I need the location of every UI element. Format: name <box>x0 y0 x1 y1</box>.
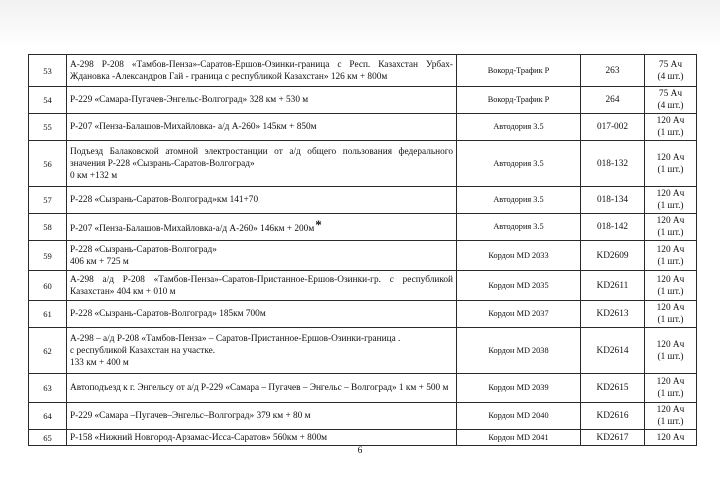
row-number: 65 <box>29 430 67 446</box>
road-line: 406 км + 725 м <box>70 256 129 267</box>
battery-count: (1 шт.) <box>657 286 684 297</box>
page-number: 6 <box>357 446 363 456</box>
row-number: 61 <box>29 301 67 328</box>
device-code: KD2611 <box>581 271 645 301</box>
battery-count: (1 шт.) <box>657 201 684 211</box>
device-model: Автодория 3.5 <box>457 214 581 241</box>
battery-count: (1 шт.) <box>657 164 684 175</box>
device-model: Кордон MD 2040 <box>457 403 581 430</box>
road-location <box>67 430 457 446</box>
device-code: 018-134 <box>581 187 645 214</box>
battery-capacity: 75 Ач <box>658 59 682 70</box>
device-code: 263 <box>581 55 645 87</box>
road-location <box>67 141 457 187</box>
device-model: Кордон MD 2035 <box>457 271 581 301</box>
road-line: с республикой Казахстан на участке. <box>70 345 216 356</box>
battery-capacity: 120 Ач <box>656 116 685 126</box>
table-row <box>29 55 697 87</box>
battery-count: (1 шт.) <box>657 389 684 399</box>
device-code: KD2609 <box>581 241 645 271</box>
battery-spec <box>645 430 697 446</box>
row-number: 59 <box>29 241 67 271</box>
table-row <box>29 241 697 271</box>
road-line: Р-228 «Сызрань-Саратов-Волгоград» <box>70 244 217 255</box>
battery-spec <box>645 141 697 187</box>
table-body <box>29 55 697 446</box>
table-row <box>29 403 697 430</box>
device-model: Кордон MD 2037 <box>457 301 581 328</box>
row-number: 57 <box>29 187 67 214</box>
device-code: KD2615 <box>581 374 645 403</box>
battery-spec <box>645 214 697 241</box>
road-location <box>67 301 457 328</box>
battery-spec <box>645 187 697 214</box>
battery-capacity: 120 Ач <box>656 189 685 199</box>
road-location <box>67 328 457 374</box>
battery-spec <box>645 374 697 403</box>
row-number: 54 <box>29 87 67 114</box>
row-number: 60 <box>29 271 67 301</box>
device-code: 017-002 <box>581 114 645 141</box>
road-line: Р-229 «Самара –Пугачев–Энгельс–Волгоград» 379 км + 80 м <box>70 411 311 421</box>
battery-spec <box>645 403 697 430</box>
row-number: 64 <box>29 403 67 430</box>
battery-spec <box>645 271 697 301</box>
battery-count: (1 шт.) <box>657 128 684 138</box>
road-location <box>67 214 457 241</box>
device-model: Кордон MD 2041 <box>457 430 581 446</box>
road-line: А-298 Р-208 «Тамбов-Пенза»-Саратов-Ершов-Озинки-граница с Респ. Казахстан Урбах-Ждановка -Александров Гай - граница с республикой Казахстан» 126 км + 800м <box>70 59 453 82</box>
road-line: Р-228 «Сызрань-Саратов-Волгоград»км 141+70 <box>70 195 259 205</box>
device-code: 264 <box>581 87 645 114</box>
battery-capacity: 120 Ач <box>656 244 685 255</box>
road-line: Р-158 «Нижний Новгород-Арзамас-Исса-Саратов» 560км + 800м <box>70 432 328 443</box>
device-code: 018-132 <box>581 141 645 187</box>
battery-count: (1 шт.) <box>657 351 684 362</box>
battery-count: (1 шт.) <box>657 417 684 427</box>
device-code: 018-142 <box>581 214 645 241</box>
device-model: Кордон MD 2038 <box>457 328 581 374</box>
device-code: KD2616 <box>581 403 645 430</box>
row-number: 63 <box>29 374 67 403</box>
battery-spec <box>645 328 697 374</box>
table-row <box>29 430 697 446</box>
road-line: А-298 а/д Р-208 «Тамбов-Пенза»-Саратов-Пристанное-Ершов-Озинки-гр. с республикой Казахстан» 404 км + 010 м <box>70 274 453 297</box>
road-location <box>67 374 457 403</box>
battery-capacity: 120 Ач <box>656 152 685 163</box>
table-row <box>29 214 697 241</box>
road-location <box>67 55 457 87</box>
battery-count: (1 шт.) <box>657 315 684 325</box>
road-line: 133 км + 400 м <box>70 357 129 368</box>
table-row <box>29 271 697 301</box>
device-model: Кордон MD 2033 <box>457 241 581 271</box>
road-location <box>67 403 457 430</box>
battery-capacity: 120 Ач <box>656 405 685 415</box>
device-model: Вокорд-Трафик Р <box>457 87 581 114</box>
equipment-table <box>28 54 697 446</box>
road-line: Подъезд Балаковской атомной электростанции от а/д общего пользования федерального значения Р-228 «Сызрань-Саратов-Волгоград» <box>70 146 453 169</box>
row-number: 56 <box>29 141 67 187</box>
battery-capacity: 120 Ач <box>656 216 685 226</box>
battery-spec <box>645 241 697 271</box>
road-line: 0 км +132 м <box>70 170 118 181</box>
device-model: Автодория 3.5 <box>457 187 581 214</box>
table-row <box>29 114 697 141</box>
row-number: 62 <box>29 328 67 374</box>
row-number: 58 <box>29 214 67 241</box>
row-number: 55 <box>29 114 67 141</box>
scan-shadow <box>0 0 720 48</box>
road-line: Р-207 «Пенза-Балашов-Михайловка- а/д А-260» 145км + 850м <box>70 122 317 132</box>
road-location <box>67 114 457 141</box>
table-row <box>29 328 697 374</box>
row-number: 53 <box>29 55 67 87</box>
battery-count: (4 шт.) <box>657 71 684 82</box>
road-line: А-298 – а/д Р-208 «Тамбов-Пенза» – Саратов-Пристанное-Ершов-Озинки-граница . <box>70 333 401 344</box>
device-code: KD2613 <box>581 301 645 328</box>
device-model: Автодория 3.5 <box>457 141 581 187</box>
battery-capacity: 120 Ач <box>656 274 685 285</box>
battery-capacity: 120 Ач <box>656 432 685 443</box>
road-line: Р-207 «Пенза-Балашов-Михайловка-а/д А-260» 146км + 200м <box>70 224 315 234</box>
device-model: Вокорд-Трафик Р <box>457 55 581 87</box>
battery-spec <box>645 114 697 141</box>
table-row <box>29 187 697 214</box>
device-code: KD2614 <box>581 328 645 374</box>
battery-count: (4 шт.) <box>657 101 684 111</box>
road-location <box>67 187 457 214</box>
table-row <box>29 141 697 187</box>
road-location <box>67 271 457 301</box>
road-line: Р-228 «Сызрань-Саратов-Волгоград» 185км 700м <box>70 309 266 319</box>
footnote-mark: * <box>315 217 322 232</box>
table-row <box>29 301 697 328</box>
battery-capacity: 75 Ач <box>658 89 682 99</box>
battery-capacity: 120 Ач <box>656 377 685 387</box>
battery-spec <box>645 55 697 87</box>
battery-capacity: 120 Ач <box>656 339 685 350</box>
table-row <box>29 87 697 114</box>
battery-count: (1 шт.) <box>657 256 684 267</box>
device-model: Автодория 3.5 <box>457 114 581 141</box>
device-code: KD2617 <box>581 430 645 446</box>
road-line: Автоподъезд к г. Энгельсу от а/д Р-229 «Самара – Пугачев – Энгельс – Волгоград» 1 км + 500 м <box>70 383 449 393</box>
battery-spec <box>645 87 697 114</box>
table-row <box>29 374 697 403</box>
battery-count: (1 шт.) <box>657 228 684 238</box>
road-location <box>67 87 457 114</box>
battery-spec <box>645 301 697 328</box>
battery-capacity: 120 Ач <box>656 303 685 313</box>
device-model: Кордон MD 2039 <box>457 374 581 403</box>
road-line: Р-229 «Самара-Пугачев-Энгельс-Волгоград» 328 км + 530 м <box>70 95 309 105</box>
road-location <box>67 241 457 271</box>
